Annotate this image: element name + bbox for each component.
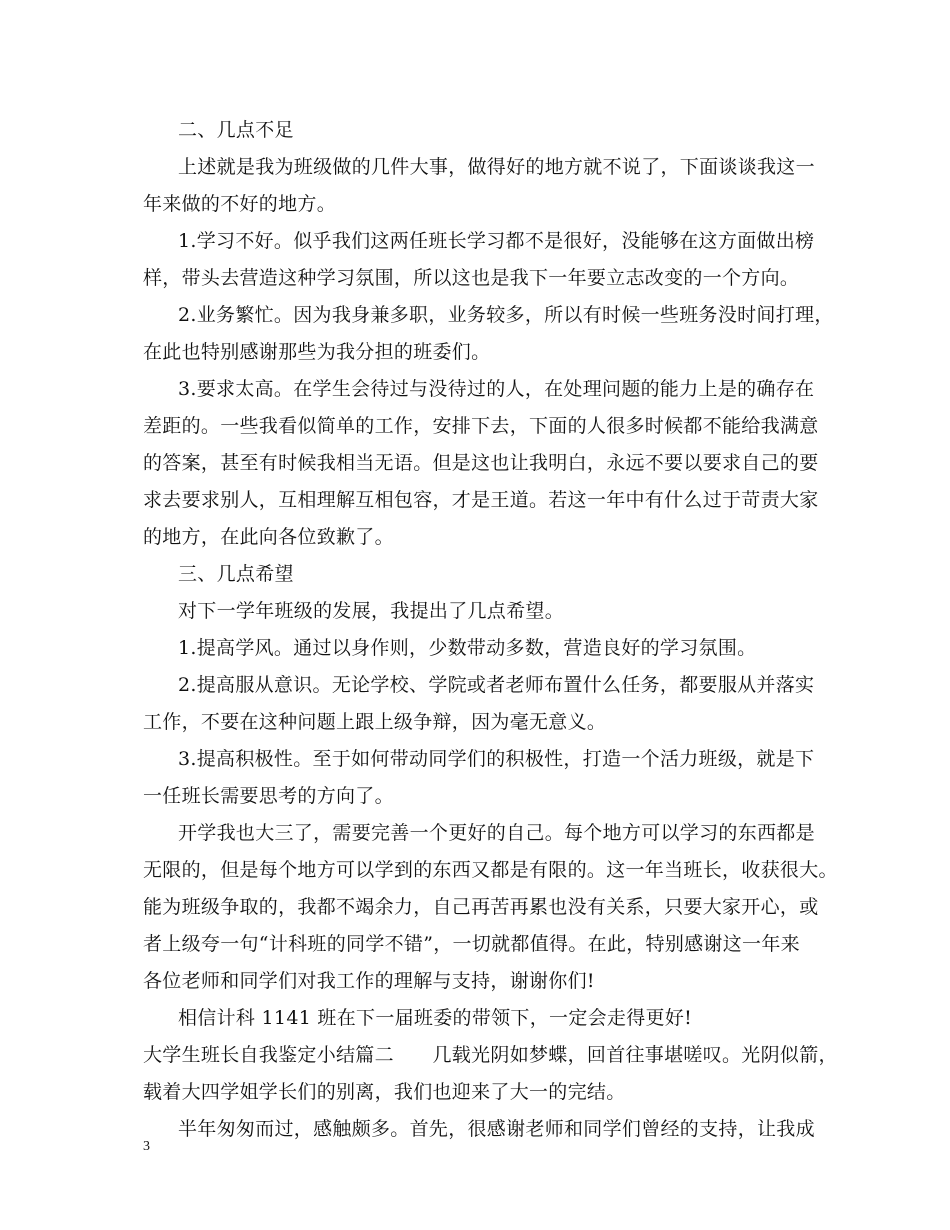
paragraph-line: 差距的。一些我看似简单的工作，安排下去，下面的人很多时候都不能给我满意 bbox=[143, 415, 819, 437]
paragraph-line: 无限的，但是每个地方可以学到的东西又都是有限的。这一年当班长，收获很大。 bbox=[143, 859, 838, 881]
paragraph-line: 各位老师和同学们对我工作的理解与支持，谢谢你们! bbox=[143, 970, 595, 992]
paragraph-line: 能为班级争取的，我都不竭余力，自己再苦再累也没有关系，只要大家开心，或 bbox=[143, 896, 819, 918]
page-number: 3 bbox=[143, 1139, 150, 1154]
paragraph-line: 相信计科 1141 班在下一届班委的带领下，一定会走得更好! bbox=[178, 1007, 693, 1029]
section-heading: 二、几点不足 bbox=[178, 119, 294, 141]
section-heading: 三、几点希望 bbox=[178, 563, 294, 585]
paragraph-line: 大学生班长自我鉴定小结篇二 几载光阴如梦蝶，回首往事堪嗟叹。光阴似箭， bbox=[143, 1044, 838, 1066]
paragraph-line: 2.提高服从意识。无论学校、学院或者老师布置什么任务，都要服从并落实 bbox=[178, 674, 815, 696]
paragraph-line: 2.业务繁忙。因为我身兼多职，业务较多，所以有时候一些班务没时间打理， bbox=[178, 304, 834, 326]
paragraph-line: 载着大四学姐学长们的别离，我们也迎来了大一的完结。 bbox=[143, 1081, 626, 1103]
paragraph-line: 开学我也大三了，需要完善一个更好的自己。每个地方可以学习的东西都是 bbox=[178, 822, 815, 844]
paragraph-line: 3.提高积极性。至于如何带动同学们的积极性，打造一个活力班级，就是下 bbox=[178, 748, 815, 770]
paragraph-line: 1.学习不好。似乎我们这两任班长学习都不是很好，没能够在这方面做出榜 bbox=[178, 230, 815, 252]
paragraph-line: 半年匆匆而过，感触颇多。首先，很感谢老师和同学们曾经的支持，让我成 bbox=[178, 1118, 815, 1140]
paragraph-line: 的地方，在此向各位致歉了。 bbox=[143, 526, 394, 548]
paragraph-line: 在此也特别感谢那些为我分担的班委们。 bbox=[143, 341, 491, 363]
paragraph-line: 对下一学年班级的发展，我提出了几点希望。 bbox=[178, 600, 565, 622]
paragraph-line: 的答案，甚至有时候我相当无语。但是这也让我明白，永远不要以要求自己的要 bbox=[143, 452, 819, 474]
paragraph-line: 年来做的不好的地方。 bbox=[143, 193, 337, 215]
paragraph-line: 1.提高学风。通过以身作则，少数带动多数，营造良好的学习氛围。 bbox=[178, 637, 757, 659]
paragraph-line: 求去要求别人，互相理解互相包容，才是王道。若这一年中有什么过于苛责大家 bbox=[143, 489, 819, 511]
paragraph-line: 工作，不要在这种问题上跟上级争辩，因为毫无意义。 bbox=[143, 711, 607, 733]
paragraph-line: 样，带头去营造这种学习氛围，所以这也是我下一年要立志改变的一个方向。 bbox=[143, 267, 800, 289]
paragraph-line: 上述就是我为班级做的几件大事，做得好的地方就不说了，下面谈谈我这一 bbox=[178, 156, 815, 178]
paragraph-line: 3.要求太高。在学生会待过与没待过的人，在处理问题的能力上是的确存在 bbox=[178, 378, 815, 400]
paragraph-line: 者上级夸一句“计科班的同学不错”，一切就都值得。在此，特别感谢这一年来 bbox=[143, 933, 800, 955]
paragraph-line: 一任班长需要思考的方向了。 bbox=[143, 785, 394, 807]
